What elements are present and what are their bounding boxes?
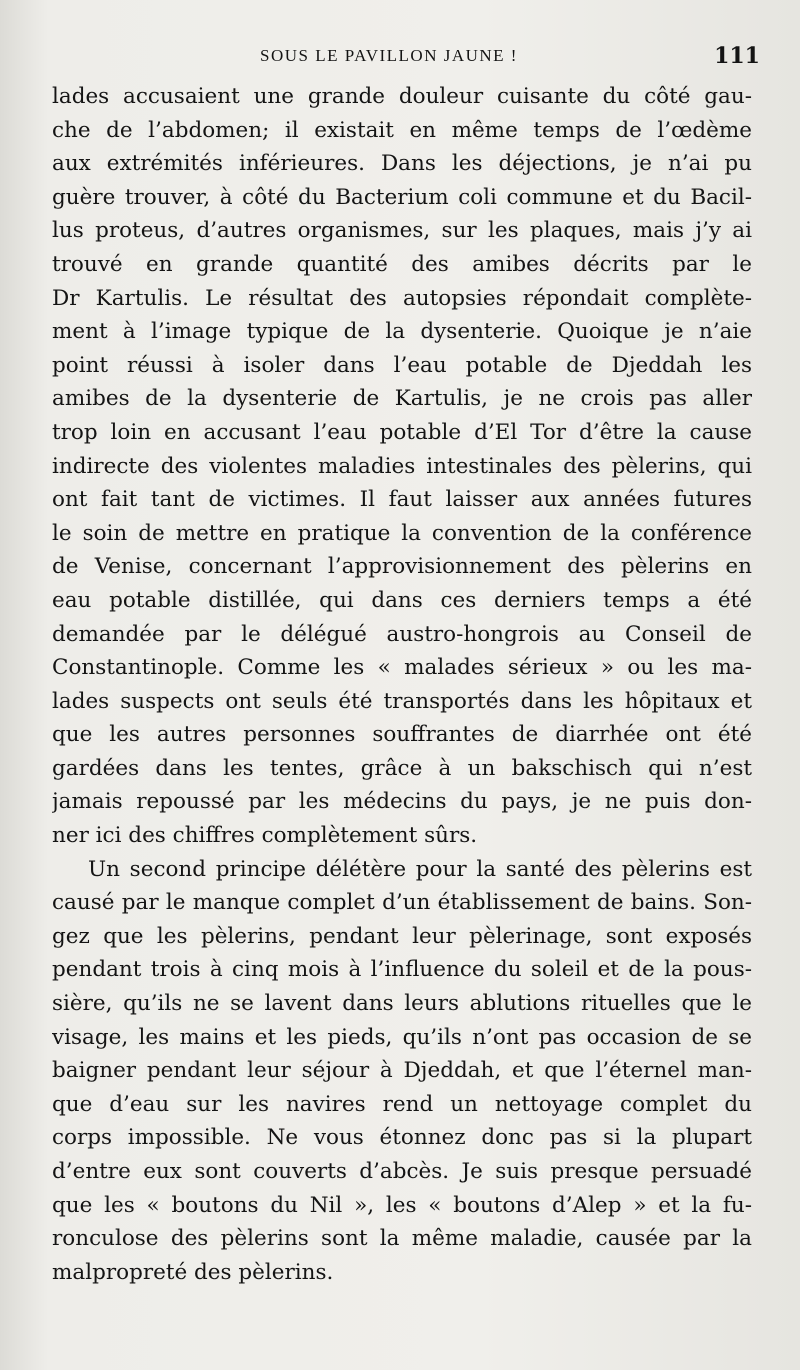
text-line: demandée par le délégué austro-hongrois au Conseil de <box>52 621 752 647</box>
text-line: Dr Kartulis. Le résultat des autopsies répondait complète- <box>52 285 752 311</box>
text-line: lades suspects ont seuls été transportés dans les hôpitaux et <box>52 688 752 714</box>
running-head <box>60 40 760 72</box>
text-line: corps impossible. Ne vous étonnez donc pas si la plupart <box>52 1125 752 1151</box>
text-line: amibes de la dysenterie de Kartulis, je ne crois pas aller <box>52 386 752 412</box>
text-line: d’entre eux sont couverts d’abcès. Je suis presque persuadé <box>52 1159 752 1184</box>
text-line: point réussi à isoler dans l’eau potable de Djeddah les <box>52 352 752 378</box>
text-line: gez que les pèlerins, pendant leur pèlerinage, sont exposés <box>52 923 752 949</box>
text-line: jamais repoussé par les médecins du pays, je ne puis don- <box>52 789 752 815</box>
text-line: que les « boutons du Nil », les « boutons d’Alep » et la fu- <box>52 1192 752 1218</box>
text-line: trouvé en grande quantité des amibes décrits par le <box>52 251 752 277</box>
text-line: sière, qu’ils ne se lavent dans leurs ablutions rituelles que le <box>52 991 752 1017</box>
text-line: que les autres personnes souffrantes de diarrhée ont été <box>52 722 752 748</box>
text-line: causé par le manque complet d’un établissement de bains. Son- <box>52 890 752 916</box>
paragraph-end-line: ner ici des chiffres complètement sûrs. <box>52 823 478 849</box>
text-line: eau potable distillée, qui dans ces derniers temps a été <box>52 587 752 613</box>
body-text <box>52 80 752 1289</box>
text-line: ronculose des pèlerins sont la même maladie, causée par la <box>52 1226 752 1252</box>
text-line: pendant trois à cinq mois à l’influence du soleil et de la pous- <box>52 957 752 983</box>
text-line: guère trouver, à côté du Bacterium coli commune et du Bacil- <box>52 184 752 210</box>
page-number: 111 <box>714 43 760 69</box>
text-line: ment à l’image typique de la dysenterie. Quoique je n’aie <box>52 319 752 345</box>
text-line: gardées dans les tentes, grâce à un bakschisch qui n’est <box>52 755 752 781</box>
text-line: aux extrémités inférieures. Dans les déjections, je n’ai pu <box>52 151 752 177</box>
text-line: baigner pendant leur séjour à Djeddah, et que l’éternel man- <box>52 1058 752 1084</box>
text-line: che de l’abdomen; il existait en même temps de l’œdème <box>52 117 752 143</box>
text-line: lades accusaient une grande douleur cuisante du côté gau- <box>52 84 752 109</box>
text-line: Constantinople. Comme les « malades sérieux » ou les ma- <box>52 655 752 681</box>
text-line: ont fait tant de victimes. Il faut laisser aux années futures <box>52 487 752 513</box>
text-line: que d’eau sur les navires rend un nettoyage complet du <box>52 1091 752 1117</box>
text-line: de Venise, concernant l’approvisionnement des pèlerins en <box>52 554 752 580</box>
text-line: visage, les mains et les pieds, qu’ils n’ont pas occasion de se <box>52 1024 752 1050</box>
text-line: indirecte des violentes maladies intestinales des pèlerins, qui <box>52 453 752 479</box>
running-head-title: SOUS LE PAVILLON JAUNE ! <box>260 46 518 65</box>
text-line: trop loin en accusant l’eau potable d’El Tor d’être la cause <box>52 419 752 445</box>
paragraph-start-line: Un second principe délétère pour la santé des pèlerins est <box>88 856 752 882</box>
text-line: lus proteus, d’autres organismes, sur les plaques, mais j’y ai <box>52 218 752 244</box>
paragraph-end-line: malpropreté des pèlerins. <box>52 1259 334 1285</box>
text-line: le soin de mettre en pratique la convention de la conférence <box>52 520 752 546</box>
